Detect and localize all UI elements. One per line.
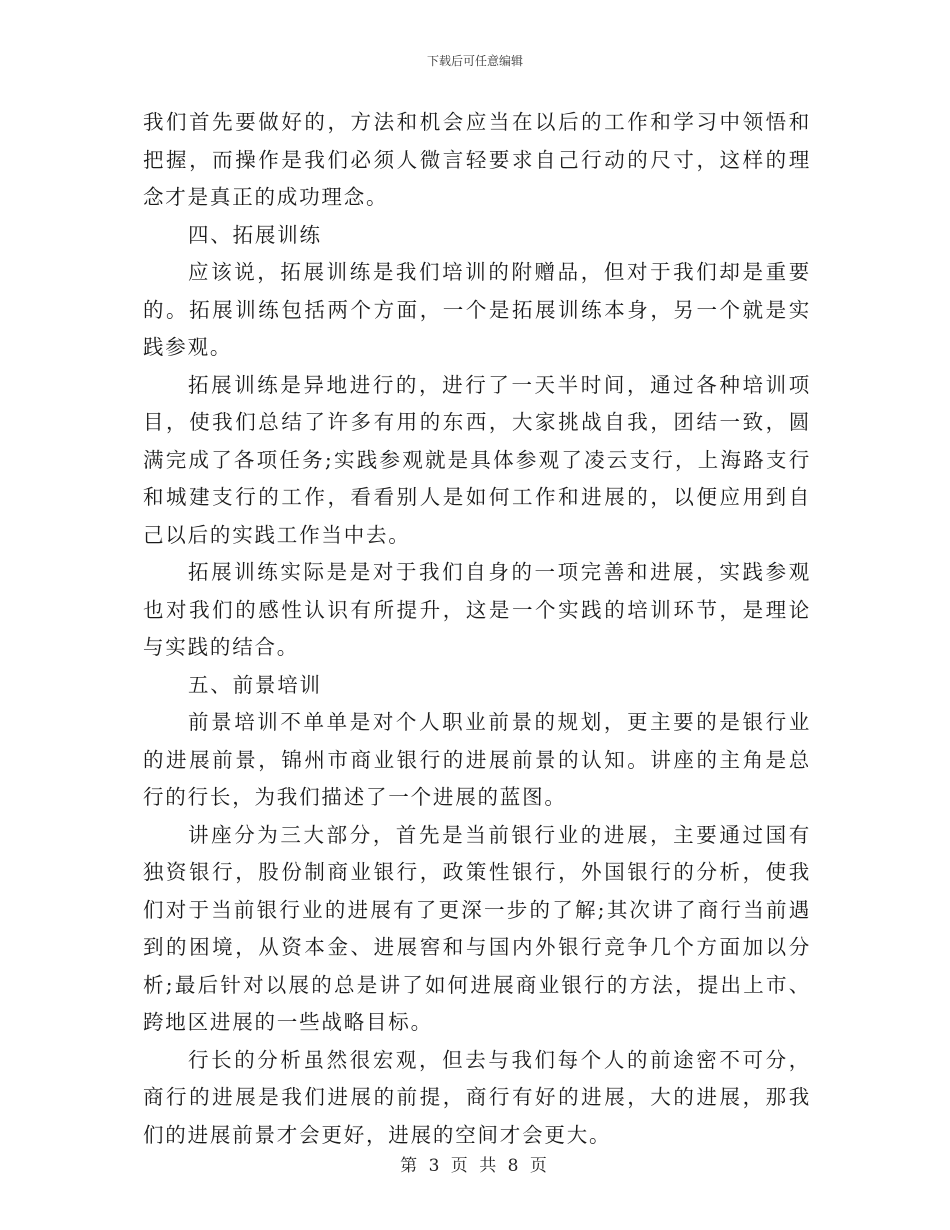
paragraph: 应该说，拓展训练是我们培训的附赠品，但对于我们却是重要的。拓展训练包括两个方面，一个是拓展训练本身，另一个就是实践参观。 [143,260,811,359]
paragraph: 拓展训练实际是是对于我们自身的一项完善和进展，实践参观也对我们的感性认识有所提升，这是一个实践的培训环节，是理论与实践的结合。 [143,560,811,659]
section-heading-4: 四、拓展训练 [188,222,322,247]
page-number-footer: 第 3 页 共 8 页 [400,1156,550,1176]
paragraph: 行长的分析虽然很宏观，但去与我们每个人的前途密不可分，商行的进展是我们进展的前提，商行有好的进展，大的进展，那我们的进展前景才会更好，进展的空间才会更大。 [143,1047,811,1147]
section-heading-5: 五、前景培训 [188,672,322,697]
paragraph: 讲座分为三大部分，首先是当前银行业的进展，主要通过国有独资银行，股份制商业银行，政策性银行，外国银行的分析，使我们对于当前银行业的进展有了更深一步的了解;其次讲了商行当前遇到的困境，从资本金、进展窖和与国内外银行竞争几个方面加以分析;最后针对以展的总是讲了如何进展商业银行的方法，提出上市、跨地区进展的一些战略目标。 [143,822,811,1034]
document-body [143,104,811,1154]
paragraph: 前景培训不单单是对个人职业前景的规划，更主要的是银行业的进展前景，锦州市商业银行的进展前景的认知。讲座的主角是总行的行长，为我们描述了一个进展的蓝图。 [143,710,811,809]
paragraph: 我们首先要做好的，方法和机会应当在以后的工作和学习中领悟和把握，而操作是我们必须人微言轻要求自己行动的尺寸，这样的理念才是真正的成功理念。 [143,110,811,209]
page-header: 下载后可任意编辑 [426,54,523,68]
paragraph: 拓展训练是异地进行的，进行了一天半时间，通过各种培训项目，使我们总结了许多有用的东西，大家挑战自我，团结一致，圆满完成了各项任务;实践参观就是具体参观了凌云支行，上海路支行和城建支行的工作，看看别人是如何工作和进展的，以便应用到自己以后的实践工作当中去。 [143,372,811,547]
